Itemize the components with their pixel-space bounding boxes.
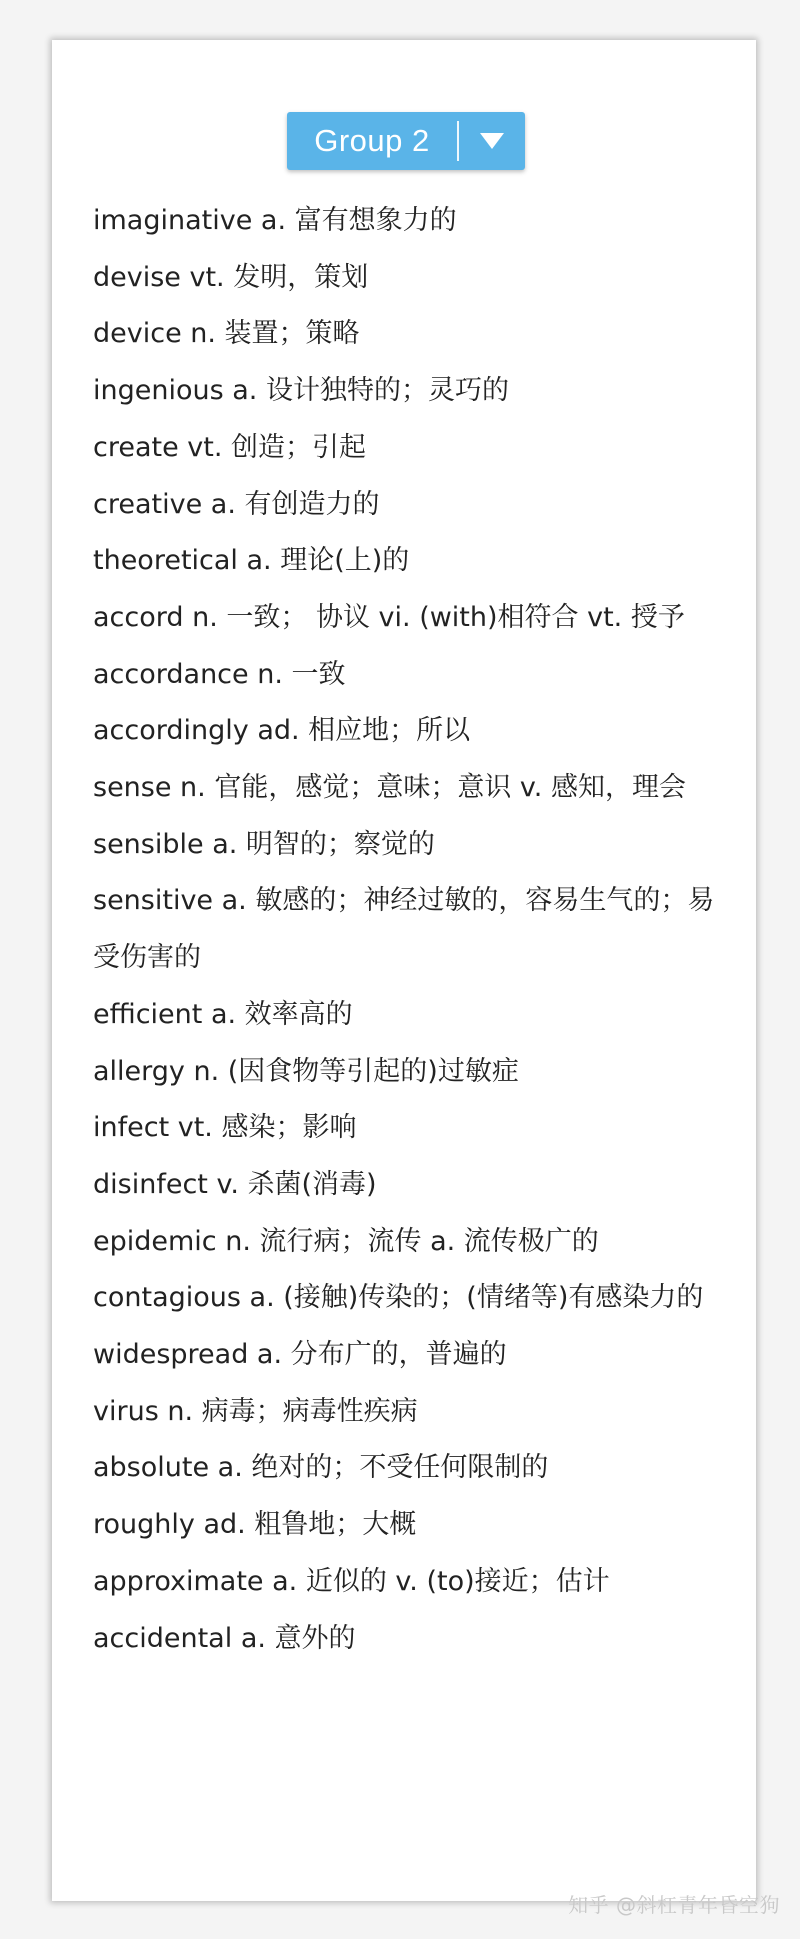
vocab-entry: efficient a. 效率高的 (93, 998, 353, 1030)
vocab-entry: imaginative a. 富有想象力的 (93, 205, 457, 236)
vocab-entry: roughly ad. 粗鲁地；大概 (93, 1509, 417, 1541)
vocab-entry: sensitive a. 敏感的；神经过敏的，容易生气的；易受伤害的 (93, 885, 715, 974)
vocab-entry: device n. 装置；策略 (93, 318, 360, 350)
vocab-entry: allergy n. (因食物等引起的)过敏症 (93, 1055, 519, 1087)
vocab-entry: contagious a. (接触)传染的；(情绪等)有感染力的 (93, 1282, 704, 1314)
vocabulary-card (52, 40, 756, 1901)
vocab-entry: virus n. 病毒；病毒性疾病 (93, 1395, 418, 1427)
vocab-entry: infect vt. 感染；影响 (93, 1112, 357, 1144)
watermark: 知乎 @斜杠青年昏空狗 (568, 1893, 780, 1917)
vocab-entry: accordingly ad. 相应地；所以 (93, 715, 471, 747)
vocab-entry: sensible a. 明智的；察觉的 (93, 828, 435, 860)
vocab-entry: devise vt. 发明，策划 (93, 261, 369, 293)
vocab-entry: accord n. 一致； 协议 vi. (with)相符合 vt. 授予 (93, 601, 685, 633)
vocab-entry: absolute a. 绝对的；不受任何限制的 (93, 1452, 549, 1484)
vocab-entry: epidemic n. 流行病；流传 a. 流传极广的 (93, 1225, 599, 1257)
vocab-entry: accidental a. 意外的 (93, 1622, 356, 1654)
group-label: Group 2 (314, 123, 430, 158)
vocab-entry: create vt. 创造；引起 (93, 431, 367, 463)
vocab-entry: disinfect v. 杀菌(消毒) (93, 1168, 377, 1200)
group-selector-button[interactable] (287, 112, 525, 170)
vocab-entry: approximate a. 近似的 v. (to)接近；估计 (93, 1565, 610, 1597)
button-divider (457, 121, 459, 161)
triangle-down-icon[interactable] (459, 132, 525, 150)
vocab-entry: ingenious a. 设计独特的；灵巧的 (93, 375, 509, 407)
vocab-entry: widespread a. 分布广的，普遍的 (93, 1339, 507, 1371)
vocab-entry: accordance n. 一致 (93, 658, 346, 690)
vocabulary-list (93, 193, 715, 1667)
vocab-entry: sense n. 官能，感觉；意味；意识 v. 感知，理会 (93, 772, 686, 804)
vocab-entry: theoretical a. 理论(上)的 (93, 545, 410, 577)
vocab-entry: creative a. 有创造力的 (93, 488, 380, 520)
